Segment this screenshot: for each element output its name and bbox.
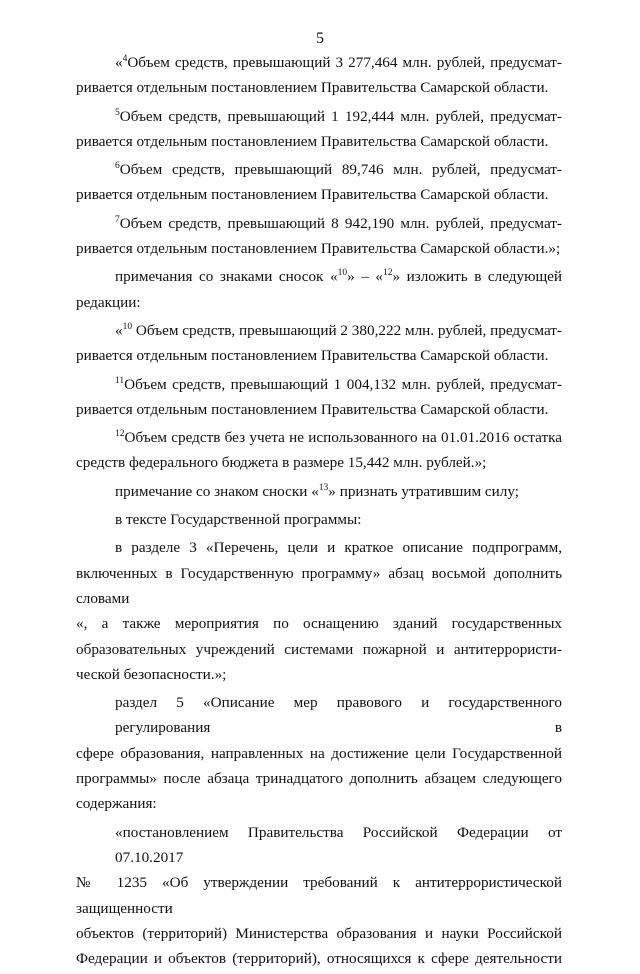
footnote-mark: 4 <box>122 54 128 64</box>
footnote-mark: 10 <box>337 268 348 279</box>
footnote-text-continuation: ривается отдельным постановлением Правительства Самарской области. <box>76 186 549 204</box>
footnote-10-paragraph <box>76 318 562 369</box>
opening-quote: « <box>115 54 123 71</box>
paragraph-quoted-decree: «постановлением Правительства Российской Федерации от 07.10.2017 № 1235 «Об утверждении требований к антитеррористической защищенности объектов (территорий) Министерства образования и науки Российской Федерации и объектов (территорий), относящихся к сфере деятельности <box>76 823 562 968</box>
footnote-text: Объем средств, превышающий 8 942,190 млн. рублей, предусмат- <box>119 214 562 232</box>
footnote-mark: 12 <box>115 429 125 440</box>
footnote-text: Объем средств, превышающий 1 004,132 млн. рублей, предусмат- <box>124 375 562 393</box>
footnote-text-continuation: ривается отдельным постановлением Правительства Самарской области. <box>76 400 549 418</box>
page-number: 5 <box>316 30 324 47</box>
footnote-7-paragraph <box>76 211 562 262</box>
footnote-mark: 7 <box>115 214 120 225</box>
footnote-text-continuation: ривается отдельным постановлением Правительства Самарской области.»; <box>76 240 561 258</box>
instruction-replace-notes: примечания со знаками сносок «$^{10}$» – «$^{12}$» изложить в следующей редакции: <box>76 268 563 311</box>
footnote-mark: 12 <box>382 268 393 279</box>
footnote-text-continuation: ривается отдельным постановлением Правительства Самарской области. <box>76 347 549 365</box>
paragraph-section-3: в разделе 3 «Перечень, цели и краткое описание подпрограмм, включенных в Государственную программу» абзац восьмой дополнить словами «, а также мероприятия по оснащению зданий государственных образовательных учреждений системами пожарной и антитеррористи- ческой безопасности.»; <box>76 539 562 683</box>
footnote-mark: 6 <box>115 161 120 172</box>
footnote-text: Объем средств, превышающий 2 380,222 млн. рублей, предусмат- <box>132 321 562 339</box>
footnote-mark: 10 <box>122 321 133 332</box>
footnote-text-continuation: ривается отдельным постановлением Правительства Самарской области. <box>76 132 549 150</box>
footnote-mark: 5 <box>115 107 120 118</box>
footnote-6-paragraph <box>76 157 562 208</box>
instruction-repeal-note: примечание со знаком сноски «$^{13}$» признать утратившим силу; <box>115 482 519 500</box>
opening-quote: « <box>115 321 123 339</box>
footnote-text-continuation: ривается отдельным постановлением Правительства Самарской области. <box>76 79 549 97</box>
footnote-text: Объем средств, превышающий 89,746 млн. рублей, предусмат- <box>119 161 562 179</box>
footnote-mark: 11 <box>115 375 125 386</box>
footnote-5-paragraph <box>76 104 562 155</box>
footnote-text: Объем средств без учета не использованного на 01.01.2016 остатка <box>124 429 562 447</box>
instruction-program-text: в тексте Государственной программы: <box>115 511 362 529</box>
footnote-11-paragraph <box>76 372 562 423</box>
footnote-text-continuation: средств федерального бюджета в размере 15,442 млн. рублей.»; <box>76 454 487 472</box>
footnote-mark: 13 <box>318 482 329 493</box>
footnote-text: Объем средств, превышающий 1 192,444 млн. рублей, предусмат- <box>119 107 562 125</box>
paragraph-section-5: раздел 5 «Описание мер правового и государственного регулирования в сфере образования, направленных на достижение цели Государственной программы» после абзаца тринадцатого дополнить абзацем следующего содержания: <box>76 694 562 813</box>
document-body <box>76 50 562 974</box>
footnote-12-paragraph <box>76 425 562 476</box>
footnote-4-paragraph <box>76 50 562 101</box>
footnote-text: Объем средств, превышающий 3 277,464 млн. рублей, предусмат- <box>127 54 562 71</box>
